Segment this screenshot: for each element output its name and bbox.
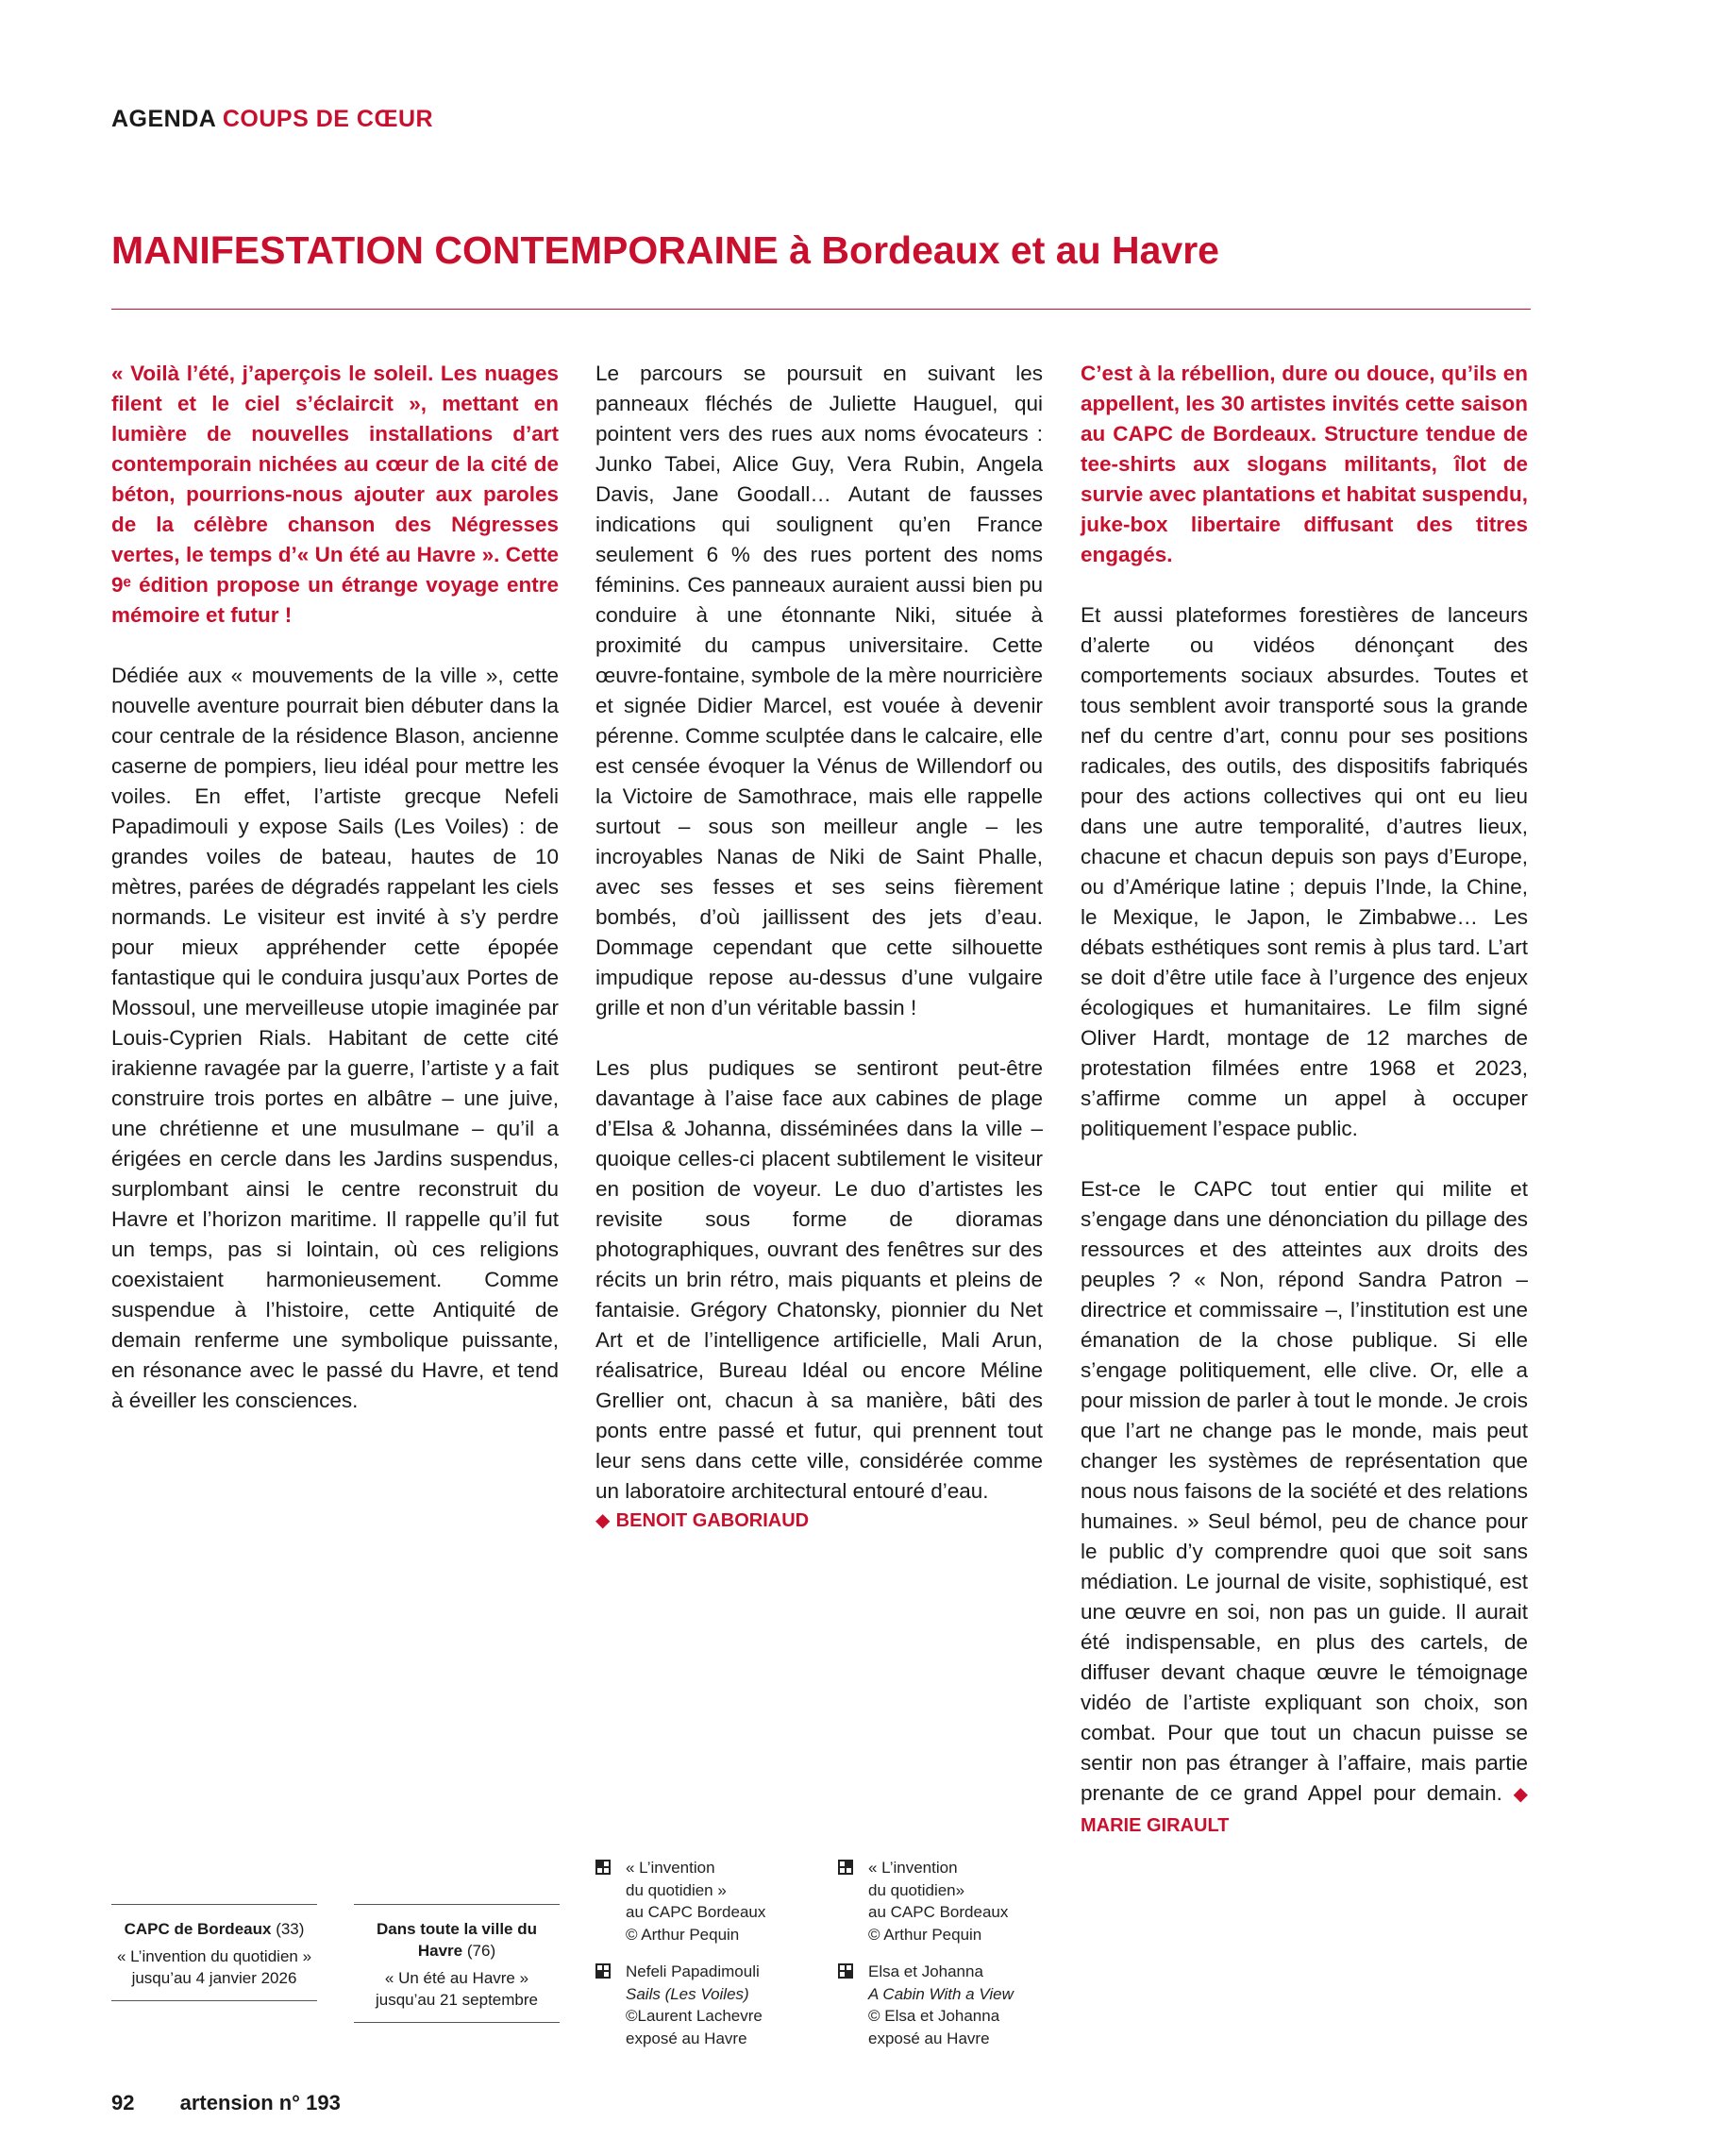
body-paragraph: Et aussi plateformes forestières de lanceurs d’alerte ou vidéos dénonçant des comportements sociaux absurdes. Toutes et tous semblent avoir transporté sous la grande nef du centre d’art, connu pour ses positions radicales, des outils, des dispositifs fabriqués pour des actions collectives qui ont eu lieu dans une autre temporalité, d’autres lieux, chacune et chacun depuis son pays d’Europe, ou d’Amérique latine ; depuis l’Inde, la Chine, le Mexique, le Japon, le Zimbabwe… Les débats esthétiques sont remis à plus tard. L’art se doit d’être utile face à l’urgence des enjeux écologiques et humanitaires. Le film signé Oliver Hardt, montage de 12 marches de protestation filmées entre 1968 et 2023, s’affirme comme un appel à occuper politiquement l’espace public. (1081, 603, 1528, 1140)
caption-line: © Arthur Pequin (868, 1925, 982, 1944)
subsection-label: COUPS DE CŒUR (222, 106, 434, 132)
caption-line: « L’invention (868, 1859, 958, 1877)
caption-line: ©Laurent Lachevre (626, 2007, 763, 2025)
lead-paragraph-bordeaux: C’est à la rébellion, dure ou douce, qu’ils en appellent, les 30 artistes invités cette saison au CAPC de Bordeaux. Structure tendue de tee-shirts aux slogans militants, îlot de survie avec plantations et habitat suspendu, juke-box libertaire diffusant des titres engagés. (1081, 362, 1528, 566)
grid-top-left-icon (595, 1860, 611, 1875)
photo-caption (838, 1961, 1014, 2049)
caption-text (868, 1857, 1008, 1945)
venue-dates: « Un été au Havre » jusqu’au 21 septembre (375, 1969, 538, 2009)
caption-text (626, 1857, 765, 1945)
venue-heading (354, 1918, 560, 1962)
caption-line: A Cabin With a View (868, 1984, 1014, 2003)
article-column-3 (1081, 359, 1528, 1841)
photo-caption (838, 1857, 1008, 1945)
author-signature: MARIE GIRAULT (1081, 1815, 1230, 1836)
venue-dates: « L’invention du quotidien » jusqu’au 4 janvier 2026 (116, 1947, 312, 1987)
venue-name: CAPC de Bordeaux (124, 1920, 272, 1938)
title-divider (111, 309, 1531, 310)
grid-bottom-right-icon (838, 1963, 853, 1979)
photo-caption (595, 1857, 765, 1945)
venue-info-box (111, 1904, 317, 2001)
section-header (111, 106, 433, 133)
venue-heading (111, 1918, 317, 1940)
author-signature: BENOIT GABORIAUD (615, 1510, 810, 1531)
caption-line: au CAPC Bordeaux (868, 1903, 1009, 1921)
diamond-icon: ◆ (595, 1510, 611, 1531)
venue-info-box (354, 1904, 560, 2023)
body-paragraph: Le parcours se poursuit en suivant les panneaux fléchés de Juliette Hauguel, qui pointent vers des rues aux noms évocateurs : Junko Tabei, Alice Guy, Vera Rubin, Angela Davis, Jane Goodall… Autant de fausses indications qui soulignent qu’en France seulement 6 % des rues portent des noms féminins. Ces panneaux auraient aussi bien pu conduire à une étonnante Niki, située à proximité du campus universitaire. Cette œuvre-fontaine, symbole de la mère nourricière et signée Didier Marcel, est vouée à devenir pérenne. Comme sculptée dans le calcaire, elle est censée évoquer la Vénus de Willendorf ou la Victoire de Samothrace, mais elle rappelle surtout – sous son meilleur angle – les incroyables Nanas de Niki de Saint Phalle, avec ses fesses et ses seins fièrement bombés, d’où jaillissent des jets d’eau. Dommage cependant que cette silhouette impudique repose au-dessus d’une vulgaire grille et non d’un véritable bassin ! (595, 362, 1044, 1019)
byline (595, 1505, 1043, 1536)
body-paragraph: Les plus pudiques se sentiront peut-être davantage à l’aise face aux cabines de plage d’Elsa & Johanna, disséminées dans la ville – quoique celles-ci placent subtilement le visiteur en position de voyeur. Le duo d’artistes les revisite sous forme de dioramas photographiques, ouvrant des fenêtres sur des récits un brin rétro, mais piquants et pleins de fantaisie. Grégory Chatonsky, pionnier du Net Art et de l’intelligence artificielle, Mali Arun, réalisatrice, Bureau Idéal ou encore Méline Grellier ont, chacun à sa manière, bâti des ponts entre passé et futur, qui prennent tout leur sens dans cette ville, considérée comme un laboratoire architectural entouré d’eau. (595, 1056, 1043, 1503)
article-title: MANIFESTATION CONTEMPORAINE à Bordeaux et au Havre (111, 228, 1219, 272)
page-number: 92 (111, 2091, 135, 2114)
venue-name: Dans toute la ville du Havre (376, 1920, 538, 1960)
photo-caption (595, 1961, 763, 2049)
lead-paragraph-havre: « Voilà l’été, j’aperçois le soleil. Les nuages filent et le ciel s’éclaircit », mettant en lumière de nouvelles installations d’art contemporain nichées au cœur de la cité de béton, pourrions-nous ajouter aux paroles de la célèbre chanson des Négresses vertes, le temps d’« Un été au Havre ». Cette 9ᵉ édition propose un étrange voyage entre mémoire et futur ! (111, 362, 559, 627)
caption-text (868, 1961, 1014, 2049)
caption-line: © Elsa et Johanna (868, 2007, 1000, 2025)
body-paragraph (1081, 1174, 1528, 1841)
grid-bottom-left-icon (595, 1963, 611, 1979)
section-label: AGENDA (111, 106, 216, 132)
venue-department: (33) (276, 1920, 305, 1938)
caption-line: du quotidien» (868, 1880, 965, 1899)
caption-text (626, 1961, 763, 2049)
caption-line: « L’invention (626, 1859, 715, 1877)
diamond-icon: ◆ (1513, 1784, 1528, 1805)
body-paragraph: Dédiée aux « mouvements de la ville », cette nouvelle aventure pourrait bien débuter dans la cour centrale de la résidence Blason, ancienne caserne de pompiers, lieu idéal pour mettre les voiles. En effet, l’artiste grecque Nefeli Papadimouli y expose Sails (Les Voiles) : de grandes voiles de bateau, hautes de 10 mètres, parées de dégradés rappelant les ciels normands. Le visiteur est invité à s’y perdre pour mieux appréhender cette épopée fantastique qui le conduira jusqu’aux Portes de Mossoul, une merveilleuse utopie imaginée par Louis-Cyprien Rials. Habitant de cette cité irakienne ravagée par la guerre, l’artiste y a fait construire trois portes en albâtre – une juive, une chrétienne et une musulmane – qu’il a érigées en cercle dans les Jardins suspendus, surplombant ainsi le centre reconstruit du Havre et l’horizon maritime. Il rappelle qu’il fut un temps, pas si lointain, où ces religions coexistaient harmonieusement. Comme suspendue à l’histoire, cette Antiquité de demain renferme une symbolique puissante, en résonance avec le passé du Havre, et tend à éveiller les consciences. (111, 664, 559, 1412)
caption-line: Nefeli Papadimouli (626, 1962, 760, 1980)
article-column-2 (595, 359, 1043, 1536)
magazine-issue: artension n° 193 (179, 2091, 341, 2114)
caption-line: exposé au Havre (626, 2029, 747, 2047)
caption-line: du quotidien » (626, 1880, 727, 1899)
article-column-1 (111, 359, 559, 1416)
caption-line: Elsa et Johanna (868, 1962, 983, 1980)
paragraph-text: Est-ce le CAPC tout entier qui milite et s’engage dans une dénonciation du pillage des ressources et des atteintes aux droits des peuples ? « Non, répond Sandra Patron – directrice et commissaire –, l’institution est une émanation de la chose publique. Si elle s’engage politiquement, elle clive. Or, elle a pour mission de parler à tout le monde. Je crois que l’art ne change pas le monde, mais peut changer les systèmes de représentation que nous nous faisons de la société et des relations humaines. » Seul bémol, peu de chance pour le public d’y comprendre quoi que soit sans médiation. Le journal de visite, sophistiqué, est une œuvre en soi, non pas un guide. Il aurait été indispensable, en plus des cartels, de diffuser devant chaque œuvre le témoignage vidéo de l’artiste expliquant son choix, son combat. Pour que tout un chacun puisse se sentir non pas étranger à l’affaire, mais partie prenante de ce grand Appel pour demain. (1081, 1177, 1528, 1805)
caption-line: exposé au Havre (868, 2029, 990, 2047)
page-footer (111, 2091, 341, 2115)
caption-line: © Arthur Pequin (626, 1925, 740, 1944)
caption-line: Sails (Les Voiles) (626, 1984, 749, 2003)
grid-top-right-icon (838, 1860, 853, 1875)
venue-department: (76) (466, 1942, 496, 1960)
caption-line: au CAPC Bordeaux (626, 1903, 766, 1921)
